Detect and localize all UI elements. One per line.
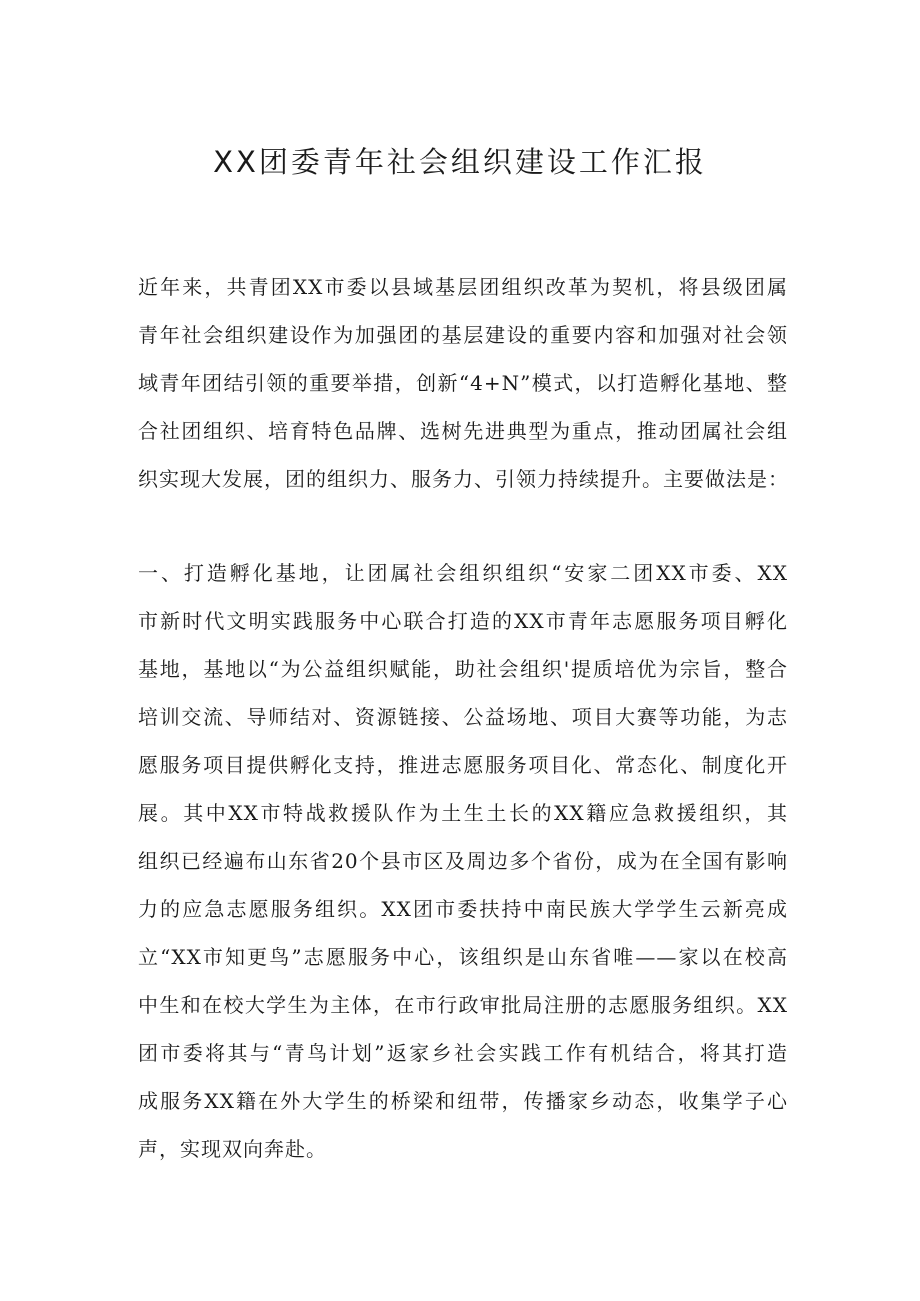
paragraph-line: 一、打造孵化基地，让团属社会组织组织“安家二团XX市委、XX [138, 561, 788, 585]
paragraph-line: 声，实现双向奔赴。 [138, 1137, 327, 1161]
paragraph-line: 域青年团结引领的重要举措，创新“4+N”模式，以打造孵化基地、整 [138, 371, 788, 395]
paragraph-intro [138, 263, 788, 503]
paragraph-line: 中生和在校大学生为主体，在市行政审批局注册的志愿服务组织。XX [138, 993, 788, 1017]
document-title: XX团委青年社会组织建设工作汇报 [213, 145, 707, 179]
paragraph-line: 市新时代文明实践服务中心联合打造的XX市青年志愿服务项目孵化 [138, 609, 788, 633]
paragraph-line: 基地，基地以“为公益组织赋能，助社会组织'提质培优为宗旨，整合 [138, 657, 788, 681]
paragraph-line: 培训交流、导师结对、资源链接、公益场地、项目大赛等功能，为志 [138, 705, 788, 729]
paragraph-line: 成服务XX籍在外大学生的桥梁和纽带，传播家乡动态，收集学子心 [138, 1089, 788, 1113]
paragraph-section-one [138, 549, 788, 1173]
paragraph-line: 展。其中XX市特战救援队作为土生土长的XX籍应急救援组织，其 [138, 801, 788, 825]
paragraph-line: 立“XX市知更鸟”志愿服务中心，该组织是山东省唯——家以在校高 [138, 945, 788, 969]
paragraph-line: 组织已经遍布山东省20个县市区及周边多个省份，成为在全国有影响 [138, 849, 788, 873]
paragraph-line: 织实现大发展，团的组织力、服务力、引领力持续提升。主要做法是： [138, 467, 789, 491]
paragraph-line: 合社团组织、培育特色品牌、选树先进典型为重点，推动团属社会组 [138, 419, 788, 443]
paragraph-line: 团市委将其与“青鸟计划”返家乡社会实践工作有机结合，将其打造 [138, 1041, 788, 1065]
paragraph-line: 青年社会组织建设作为加强团的基层建设的重要内容和加强对社会领 [138, 323, 788, 347]
paragraph-line: 力的应急志愿服务组织。XX团市委扶持中南民族大学学生云新亮成 [138, 897, 788, 921]
paragraph-line: 愿服务项目提供孵化支持，推进志愿服务项目化、常态化、制度化开 [138, 753, 788, 777]
paragraph-line: 近年来，共青团XX市委以县域基层团组织改革为契机，将县级团属 [138, 275, 788, 299]
